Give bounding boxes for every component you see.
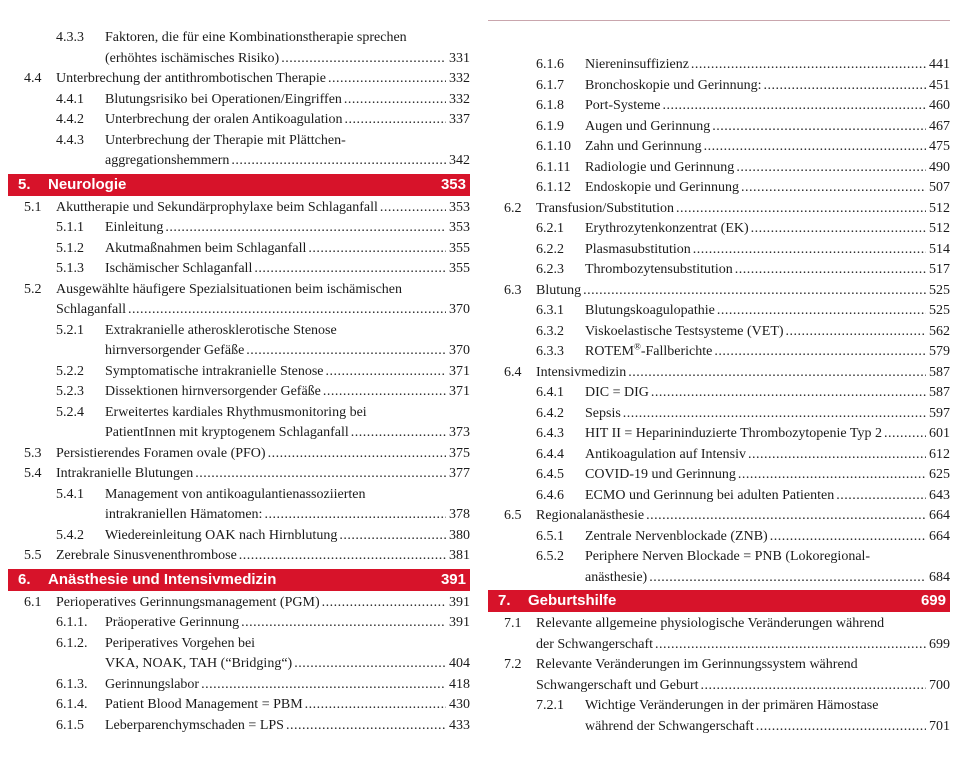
entry-page-number: 418 <box>449 676 470 692</box>
entry-number: 4.4.2 <box>56 112 84 127</box>
dot-leader <box>294 654 446 675</box>
entry-page-number: 370 <box>449 343 470 358</box>
toc-entry-4-4-2[interactable] <box>8 110 470 131</box>
entry-page-number: 373 <box>449 425 470 440</box>
toc-entry-7-1[interactable] <box>488 614 950 655</box>
dot-leader <box>786 322 926 343</box>
entry-number: 6.1.7 <box>536 77 564 93</box>
entry-title: Faktoren, die für eine Kombinationstherapie sprechen <box>105 30 407 45</box>
entry-number: 5.2.4 <box>56 404 84 420</box>
entry-title: Intrakranielle Blutungen <box>56 466 194 481</box>
entry-title: Blutungsrisiko bei Operationen/Eingriffen <box>105 91 342 107</box>
entry-page-number: 460 <box>929 98 950 113</box>
entry-title: Bronchoskopie und Gerinnung: <box>585 77 762 93</box>
entry-title: Akuttherapie und Sekundärprophylaxe beim Schlaganfall <box>56 199 378 215</box>
entry-title: Radiologie und Gerinnung <box>585 159 735 175</box>
toc-entry-5-2-3[interactable] <box>8 382 470 403</box>
dot-leader <box>649 568 926 589</box>
dot-leader <box>246 341 446 362</box>
dot-leader <box>655 635 926 656</box>
entry-title: PatientInnen mit kryptogenem Schlaganfall <box>105 425 349 440</box>
toc-entry-5-2-4[interactable] <box>8 403 470 444</box>
toc-entry-6-4[interactable] <box>488 363 950 384</box>
entry-number: 5.2.3 <box>56 384 84 399</box>
toc-entry-6-1-12[interactable] <box>488 178 950 199</box>
dot-leader <box>651 383 926 404</box>
entry-number: 7.1 <box>504 616 522 631</box>
toc-entry-6-1-3[interactable] <box>8 675 470 696</box>
toc-entry-6-1-4[interactable] <box>8 695 470 716</box>
entry-title: HIT II = Heparininduzierte Thrombozytopenie Typ 2 <box>585 426 882 441</box>
entry-page-number: 512 <box>929 200 950 216</box>
entry-number: 6.3 <box>504 282 522 298</box>
entry-number: 6.2 <box>504 200 522 216</box>
entry-page-number: 332 <box>449 71 470 86</box>
dot-leader <box>704 137 926 158</box>
entry-number: 6.2.3 <box>536 262 564 277</box>
entry-page-number: 337 <box>449 112 470 127</box>
chapter-number: 5. <box>18 175 31 193</box>
entry-number: 6.1.6 <box>536 57 564 72</box>
entry-title: DIC = DIG <box>585 385 649 400</box>
entry-number: 6.1.11 <box>536 159 571 175</box>
dot-leader <box>836 486 926 507</box>
entry-title: Endoskopie und Gerinnung <box>585 180 739 195</box>
toc-entry-4-4[interactable] <box>8 69 470 90</box>
dot-leader <box>884 424 926 445</box>
entry-title: Schlaganfall <box>56 302 126 317</box>
dot-leader <box>254 259 446 280</box>
dot-leader <box>268 444 446 465</box>
entry-title: Viskoelastische Testsysteme (VET) <box>585 323 784 339</box>
entry-page-number: 371 <box>449 363 470 379</box>
entry-page-number: 700 <box>929 677 950 693</box>
dot-leader <box>344 90 446 111</box>
entry-number: 4.4.3 <box>56 132 84 148</box>
entry-title: Akutmaßnahmen beim Schlaganfall <box>105 240 307 256</box>
entry-number: 6.1.12 <box>536 180 571 195</box>
toc-entry-6-4-4[interactable] <box>488 445 950 466</box>
entry-title: Zentrale Nervenblockade (ZNB) <box>585 528 768 544</box>
entry-title: Unterbrechung der oralen Antikoagulation <box>105 112 343 127</box>
toc-column-left <box>8 28 470 736</box>
entry-number: 5.1.1 <box>56 220 84 235</box>
entry-title: (erhöhtes ischämisches Risiko) <box>105 50 280 66</box>
entry-number: 5.4.1 <box>56 486 84 502</box>
dot-leader <box>748 445 926 466</box>
entry-title: Extrakranielle atherosklerotische Stenose <box>105 322 337 338</box>
toc-entry-6-4-2[interactable] <box>488 404 950 425</box>
dot-leader <box>308 239 446 260</box>
entry-number: 6.1 <box>24 594 42 610</box>
dot-leader <box>328 69 446 90</box>
dot-leader <box>676 199 926 220</box>
entry-page-number: 430 <box>449 697 470 712</box>
entry-page-number: 587 <box>929 385 950 400</box>
entry-number: 6.1.5 <box>56 717 84 733</box>
toc-entry-6-3-2[interactable] <box>488 322 950 343</box>
dot-leader <box>326 362 446 383</box>
dot-leader <box>165 218 446 239</box>
entry-number: 5.2.1 <box>56 322 84 338</box>
dot-leader <box>128 300 446 321</box>
entry-title: ROTEM®-Fallberichte <box>585 341 713 359</box>
dot-leader <box>305 695 446 716</box>
entry-page-number: 377 <box>449 466 470 481</box>
dot-leader <box>583 281 926 302</box>
toc-column-right <box>488 55 950 737</box>
entry-title: Antikoagulation auf Intensiv <box>585 446 746 462</box>
toc-entry-5-2-2[interactable] <box>8 362 470 383</box>
entry-page-number: 370 <box>449 302 470 317</box>
entry-number: 6.3.3 <box>536 344 564 359</box>
toc-entry-6-5-1[interactable] <box>488 527 950 548</box>
entry-title: hirnversorgender Gefäße <box>105 343 245 358</box>
entry-number: 5.1.2 <box>56 240 84 256</box>
toc-entry-6-4-1[interactable] <box>488 383 950 404</box>
entry-page-number: 512 <box>929 221 950 236</box>
entry-number: 6.1.4. <box>56 697 88 712</box>
entry-page-number: 664 <box>929 508 950 523</box>
toc-entry-4-4-3[interactable] <box>8 131 470 172</box>
entry-page-number: 525 <box>929 282 950 298</box>
entry-title: Periphere Nerven Blockade = PNB (Lokoregional- <box>585 549 871 564</box>
dot-leader <box>239 546 446 567</box>
entry-title: Perioperatives Gerinnungsmanagement (PGM) <box>56 594 320 610</box>
entry-title: Sepsis <box>585 405 621 421</box>
dot-leader <box>351 423 446 444</box>
entry-title: Ischämischer Schlaganfall <box>105 261 253 276</box>
entry-number: 5.1 <box>24 199 42 215</box>
toc-entry-5-2[interactable] <box>8 280 470 321</box>
entry-page-number: 353 <box>449 220 470 235</box>
entry-title: Wiedereinleitung OAK nach Hirnblutung <box>105 527 338 543</box>
entry-number: 7.2 <box>504 657 522 672</box>
entry-page-number: 391 <box>449 594 470 610</box>
entry-number: 6.1.8 <box>536 98 564 113</box>
dot-leader <box>764 76 926 97</box>
entry-number: 6.4.3 <box>536 426 564 441</box>
dot-leader <box>241 613 446 634</box>
dot-leader <box>693 240 926 261</box>
entry-page-number: 701 <box>929 718 950 734</box>
toc-entry-6-1-1[interactable] <box>8 613 470 634</box>
entry-page-number: 371 <box>449 384 470 399</box>
dot-leader <box>741 178 926 199</box>
entry-title: Patient Blood Management = PBM <box>105 697 303 712</box>
entry-number: 6.2.2 <box>536 241 564 257</box>
entry-number: 5.1.3 <box>56 261 84 276</box>
entry-page-number: 353 <box>449 199 470 215</box>
entry-number: 4.4.1 <box>56 91 84 107</box>
chapter-number: 6. <box>18 570 31 588</box>
entry-title: Augen und Gerinnung <box>585 118 711 134</box>
entry-number: 6.4.4 <box>536 446 564 462</box>
toc-entry-6-2[interactable] <box>488 199 950 220</box>
toc-entry-5-4-1[interactable] <box>8 485 470 526</box>
toc-entry-6-5-2[interactable] <box>488 547 950 588</box>
entry-number: 5.2 <box>24 281 42 297</box>
entry-number: 6.5.1 <box>536 528 564 544</box>
toc-entry-6-2-3[interactable] <box>488 260 950 281</box>
dot-leader <box>345 110 446 131</box>
dot-leader <box>701 676 926 697</box>
entry-number: 5.3 <box>24 445 42 461</box>
chapter-number: 7. <box>498 592 511 609</box>
entry-title: Gerinnungslabor <box>105 676 200 692</box>
entry-number: 6.1.10 <box>536 139 571 154</box>
entry-title: Unterbrechung der antithrombotischen Therapie <box>56 71 326 86</box>
entry-page-number: 684 <box>929 569 950 585</box>
entry-number: 6.1.3. <box>56 676 88 692</box>
toc-entry-6-2-2[interactable] <box>488 240 950 261</box>
entry-title: Plasmasubstitution <box>585 241 691 257</box>
entry-number: 4.4 <box>24 71 42 86</box>
entry-number: 5.5 <box>24 548 42 563</box>
entry-title: Zahn und Gerinnung <box>585 139 702 154</box>
dot-leader <box>628 363 926 384</box>
entry-title: Blutungskoagulopathie <box>585 303 715 318</box>
entry-title: der Schwangerschaft <box>536 636 654 652</box>
entry-title: Schwangerschaft und Geburt <box>536 677 699 693</box>
entry-page-number: 562 <box>929 323 950 339</box>
chapter-title: Neurologie <box>48 175 127 193</box>
entry-page-number: 381 <box>449 548 470 563</box>
entry-page-number: 579 <box>929 344 950 359</box>
entry-number: 6.4.2 <box>536 405 564 421</box>
entry-title: Unterbrechung der Therapie mit Plättchen- <box>105 132 346 148</box>
entry-page-number: 507 <box>929 180 950 195</box>
entry-number: 6.5.2 <box>536 549 564 564</box>
entry-number: 6.1.1. <box>56 615 88 630</box>
dot-leader <box>286 716 446 737</box>
entry-title: Regionalanästhesie <box>536 508 645 523</box>
toc-entry-6-4-6[interactable] <box>488 486 950 507</box>
entry-number: 6.1.2. <box>56 635 88 651</box>
entry-title: Symptomatische intrakranielle Stenose <box>105 363 324 379</box>
entry-page-number: 355 <box>449 240 470 256</box>
toc-entry-6-1-9[interactable] <box>488 117 950 138</box>
entry-page-number: 451 <box>929 77 950 93</box>
chapter-page: 391 <box>440 570 466 588</box>
toc-entry-6-1-8[interactable] <box>488 96 950 117</box>
entry-number: 6.4.6 <box>536 487 564 503</box>
dot-leader <box>322 593 446 614</box>
dot-leader <box>756 717 926 738</box>
entry-title: während der Schwangerschaft <box>585 718 754 734</box>
entry-page-number: 587 <box>929 364 950 380</box>
dot-leader <box>339 526 446 547</box>
entry-title: Dissektionen hirnversorgender Gefäße <box>105 384 321 399</box>
entry-title: Relevante Veränderungen im Gerinnungssystem während <box>536 657 858 672</box>
toc-entry-5-1-1[interactable] <box>8 218 470 239</box>
entry-page-number: 378 <box>449 507 470 522</box>
dot-leader <box>662 96 926 117</box>
entry-title: Intensivmedizin <box>536 364 627 380</box>
dot-leader <box>738 465 926 486</box>
chapter-page: 353 <box>440 175 466 193</box>
entry-title: anästhesie) <box>585 569 648 585</box>
toc-entry-6-1-5[interactable] <box>8 716 470 737</box>
entry-title: aggregationshemmern <box>105 153 230 168</box>
toc-entry-5-5[interactable] <box>8 546 470 567</box>
entry-number: 6.4 <box>504 364 522 380</box>
entry-number: 6.4.5 <box>536 467 564 482</box>
entry-page-number: 625 <box>929 467 950 482</box>
dot-leader <box>770 527 926 548</box>
dot-leader <box>281 49 446 70</box>
entry-page-number: 517 <box>929 262 950 277</box>
entry-page-number: 699 <box>929 636 950 652</box>
toc-entry-5-1-3[interactable] <box>8 259 470 280</box>
entry-title: Relevante allgemeine physiologische Veränderungen während <box>536 616 885 631</box>
dot-leader <box>195 464 446 485</box>
dot-leader <box>714 342 926 363</box>
entry-number: 6.1.9 <box>536 118 564 134</box>
entry-page-number: 441 <box>929 57 950 72</box>
entry-number: 7.2.1 <box>536 698 564 713</box>
entry-title: Einleitung <box>105 220 164 235</box>
entry-page-number: 514 <box>929 241 950 257</box>
entry-title: intrakraniellen Hämatomen: <box>105 507 263 522</box>
entry-page-number: 433 <box>449 717 470 733</box>
entry-title: Persistierendes Foramen ovale (PFO) <box>56 445 266 461</box>
toc-entry-6-1[interactable] <box>8 593 470 614</box>
entry-title: Port-Systeme <box>585 98 661 113</box>
chapter-heading-7[interactable] <box>488 590 950 612</box>
entry-page-number: 475 <box>929 139 950 154</box>
entry-title: Management von antikoagulantienassoziierten <box>105 486 366 502</box>
entry-page-number: 643 <box>929 487 950 503</box>
dot-leader <box>323 382 446 403</box>
toc-entry-5-3[interactable] <box>8 444 470 465</box>
entry-title: Erweitertes kardiales Rhythmusmonitoring bei <box>105 404 367 420</box>
dot-leader <box>735 260 926 281</box>
entry-number: 5.2.2 <box>56 363 84 379</box>
toc-entry-6-1-7[interactable] <box>488 76 950 97</box>
entry-title: Niereninsuffizienz <box>585 57 689 72</box>
entry-page-number: 380 <box>449 527 470 543</box>
toc-entry-6-1-6[interactable] <box>488 55 950 76</box>
entry-title: Blutung <box>536 282 582 298</box>
entry-page-number: 612 <box>929 446 950 462</box>
entry-title: Zerebrale Sinusvenenthrombose <box>56 548 237 563</box>
toc-entry-6-3[interactable] <box>488 281 950 302</box>
dot-leader <box>380 198 446 219</box>
entry-page-number: 525 <box>929 303 950 318</box>
toc-entry-5-4[interactable] <box>8 464 470 485</box>
toc-entry-7-2[interactable] <box>488 655 950 696</box>
toc-entry-4-3-3[interactable] <box>8 28 470 69</box>
toc-entry-6-2-1[interactable] <box>488 219 950 240</box>
entry-number: 5.4 <box>24 466 42 481</box>
dot-leader <box>623 404 926 425</box>
dot-leader <box>264 505 446 526</box>
chapter-page: 699 <box>920 592 946 609</box>
entry-page-number: 331 <box>449 50 470 66</box>
entry-number: 5.4.2 <box>56 527 84 543</box>
toc-entry-6-3-1[interactable] <box>488 301 950 322</box>
entry-title: Transfusion/Substitution <box>536 200 674 216</box>
dot-leader <box>736 158 926 179</box>
entry-number: 6.5 <box>504 508 522 523</box>
toc-entry-6-5[interactable] <box>488 506 950 527</box>
entry-title: Präoperative Gerinnung <box>105 615 240 630</box>
entry-page-number: 355 <box>449 261 470 276</box>
entry-number: 6.2.1 <box>536 221 564 236</box>
dot-leader <box>201 675 446 696</box>
entry-page-number: 664 <box>929 528 950 544</box>
toc-entry-6-1-10[interactable] <box>488 137 950 158</box>
entry-title: Periperatives Vorgehen bei <box>105 635 256 651</box>
chapter-title: Anästhesie und Intensivmedizin <box>48 570 277 588</box>
entry-page-number: 404 <box>449 656 470 671</box>
entry-page-number: 601 <box>929 426 950 441</box>
toc-entry-4-4-1[interactable] <box>8 90 470 111</box>
entry-page-number: 391 <box>449 615 470 630</box>
toc-entry-6-1-11[interactable] <box>488 158 950 179</box>
toc-entry-7-2-1[interactable] <box>488 696 950 737</box>
entry-title: Ausgewählte häufigere Spezialsituationen beim ischämischen <box>56 281 403 297</box>
entry-page-number: 467 <box>929 118 950 134</box>
entry-page-number: 490 <box>929 159 950 175</box>
dot-leader <box>751 219 926 240</box>
dot-leader <box>712 117 926 138</box>
toc-entry-6-1-2[interactable] <box>8 634 470 675</box>
entry-title: Erythrozytenkonzentrat (EK) <box>585 221 749 236</box>
chapter-title: Geburtshilfe <box>528 592 617 609</box>
toc-entry-5-1-2[interactable] <box>8 239 470 260</box>
entry-title: VKA, NOAK, TAH (“Bridging“) <box>105 656 293 671</box>
dot-leader <box>691 55 926 76</box>
entry-title: ECMO und Gerinnung bei adulten Patienten <box>585 487 835 503</box>
toc-entry-5-2-1[interactable] <box>8 321 470 362</box>
dot-leader <box>717 301 926 322</box>
toc-entry-6-3-3[interactable] <box>488 342 950 363</box>
dot-leader <box>646 506 926 527</box>
entry-number: 6.4.1 <box>536 385 564 400</box>
entry-number: 4.3.3 <box>56 30 84 45</box>
toc-entry-5-4-2[interactable] <box>8 526 470 547</box>
toc-entry-6-4-3[interactable] <box>488 424 950 445</box>
entry-title: Leberparenchymschaden = LPS <box>105 717 284 733</box>
entry-title: Wichtige Veränderungen in der primären Hämostase <box>585 698 879 713</box>
chapter-heading-6[interactable] <box>8 569 470 591</box>
entry-page-number: 597 <box>929 405 950 421</box>
entry-page-number: 342 <box>449 153 470 168</box>
entry-page-number: 375 <box>449 445 470 461</box>
entry-number: 6.3.1 <box>536 303 564 318</box>
entry-number: 6.3.2 <box>536 323 564 339</box>
entry-page-number: 332 <box>449 91 470 107</box>
top-rule <box>488 20 950 21</box>
entry-title: Thrombozytensubstitution <box>585 262 733 277</box>
toc-entry-5-1[interactable] <box>8 198 470 219</box>
entry-title: COVID-19 und Gerinnung <box>585 467 736 482</box>
dot-leader <box>231 151 446 172</box>
chapter-heading-5[interactable] <box>8 174 470 196</box>
toc-entry-6-4-5[interactable] <box>488 465 950 486</box>
